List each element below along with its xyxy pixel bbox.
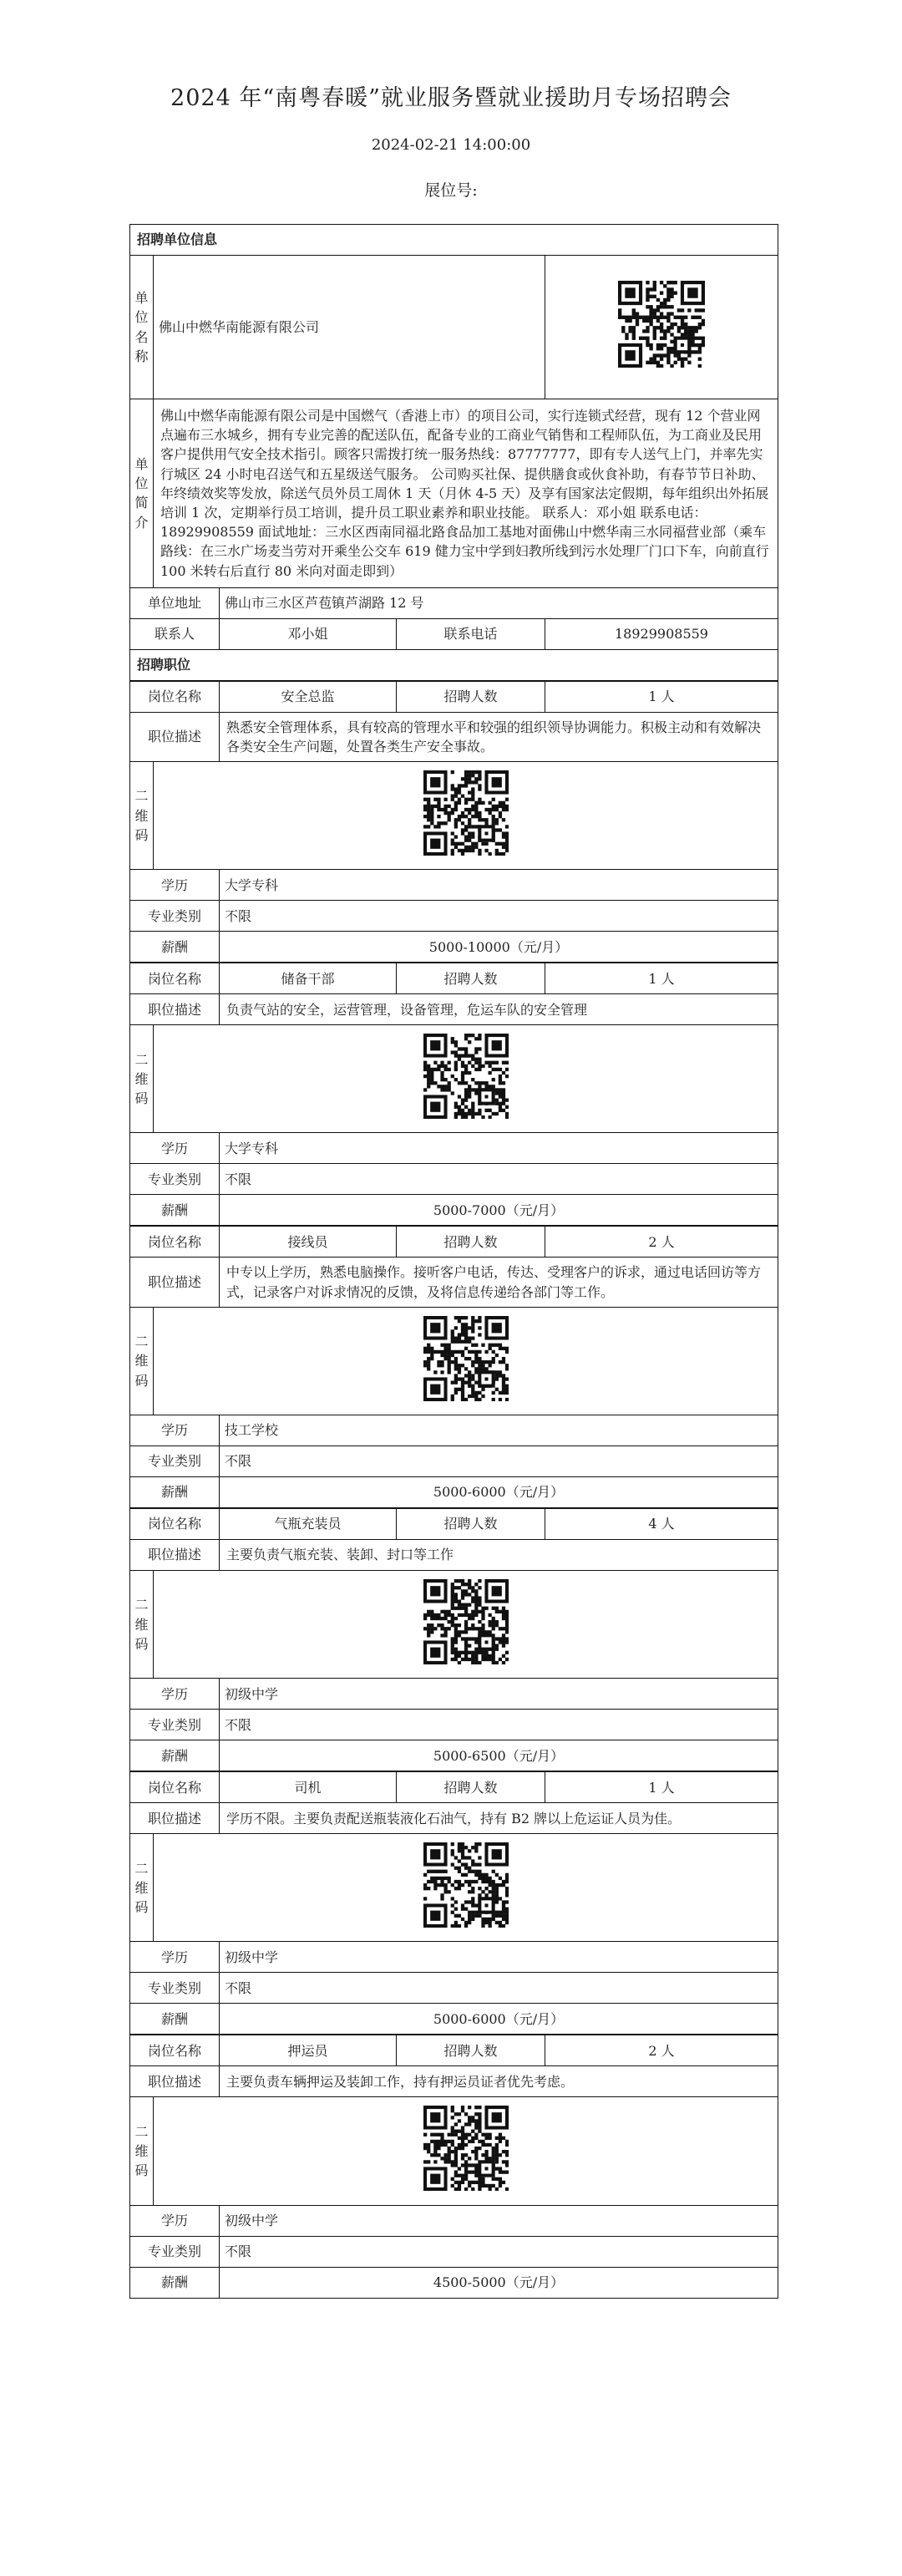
headcount: 2 人 [545, 2035, 778, 2066]
job-title-label: 岗位名称 [130, 963, 220, 994]
job-description: 熟悉安全管理体系，具有较高的管理水平和较强的组织领导协调能力。积极主动和有效解决各类安全生产问题，处置各类生产安全事故。 [220, 712, 778, 761]
salary-label: 薪酬 [130, 2267, 220, 2298]
job-description: 主要负责车辆押运及装卸工作，持有押运员证者优先考虑。 [220, 2066, 778, 2097]
job-title: 司机 [220, 1772, 397, 1803]
job-table [129, 1771, 778, 2035]
employer-table [129, 224, 778, 681]
job-description-label: 职位描述 [130, 1540, 220, 1571]
job-description-label: 职位描述 [130, 994, 220, 1025]
major: 不限 [220, 1446, 778, 1477]
headcount: 1 人 [545, 681, 778, 712]
major: 不限 [220, 2236, 778, 2267]
headcount: 2 人 [545, 1227, 778, 1258]
job-title-label: 岗位名称 [130, 2035, 220, 2066]
qr-label: 二 维 码 [130, 2097, 154, 2205]
page-title: 2024 年“南粤春暖”就业服务暨就业援助月专场招聘会 [170, 85, 732, 111]
job-table [129, 1226, 778, 1508]
job-qr-code [423, 2106, 509, 2196]
major: 不限 [220, 1973, 778, 2004]
job-description: 负责气站的安全，运营管理，设备管理，危运车队的安全管理 [220, 994, 778, 1025]
job-qr-cell [154, 1834, 778, 1942]
job-description-label: 职位描述 [130, 712, 220, 761]
job-title-label: 岗位名称 [130, 1509, 220, 1540]
education: 初级中学 [220, 1679, 778, 1710]
salary: 5000-6000（元/月） [220, 1477, 778, 1508]
job-title: 押运员 [220, 2035, 397, 2066]
job-list [129, 681, 778, 2299]
job-qr-code [423, 1034, 509, 1124]
major-label: 专业类别 [130, 1710, 220, 1740]
positions-section-heading: 招聘职位 [130, 649, 778, 680]
salary: 5000-6500（元/月） [220, 1740, 778, 1771]
unit-intro-text: 佛山中燃华南能源有限公司是中国燃气（香港上市）的项目公司，实行连锁式经营，现有 12 个营业网点遍布三水城乡，拥有专业完善的配送队伍，配备专业的工商业气销售和工程师队伍，为工商业及民用客户提供用气安全技术指引。顾客只需拨打统一服务热线：87777777，即有专人送气上门，并率先实行城区 24 小时电召送气和五星级送气服务。 公司购买社保、提供膳食或伙食补助，有春节节日补助、年终绩效奖等发放，除送气员外员工周休 1 天（月休 4-5 天）及享有国家法定假期，每年组织出外拓展培训 1 次，定期举行员工培训，提升员工职业素养和职业技能。 联系人：邓小姐 联系电话：18929908559 面试地址：三水区西南同福北路食品加工基地对面佛山中燃华南三水同福营业部（乘车路线：在三水广场麦当劳对开乘坐公交车 619 健力宝中学到妇教所线到污水处理厂门口下车，向前直行 100 米转右后直行 80 米向对面走即到） [154, 399, 778, 588]
job-qr-cell [154, 1025, 778, 1133]
headcount-label: 招聘人数 [397, 1509, 545, 1540]
education-label: 学历 [130, 2205, 220, 2236]
job-table [129, 1508, 778, 1771]
job-title: 接线员 [220, 1227, 397, 1258]
education: 初级中学 [220, 1942, 778, 1973]
job-qr-code [423, 1842, 509, 1933]
job-qr-cell [154, 2097, 778, 2205]
major-label: 专业类别 [130, 2236, 220, 2267]
qr-label: 二 维 码 [130, 1025, 154, 1133]
job-description: 学历不限。主要负责配送瓶装液化石油气，持有 B2 牌以上危运证人员为佳。 [220, 1803, 778, 1834]
job-table [129, 2035, 778, 2298]
qr-label: 二 维 码 [130, 762, 154, 870]
job-description-label: 职位描述 [130, 1258, 220, 1307]
job-qr-code [423, 770, 509, 861]
unit-name: 佛山中燃华南能源有限公司 [154, 256, 545, 399]
unit-address: 佛山市三水区芦苞镇芦湖路 12 号 [220, 587, 778, 618]
major-label: 专业类别 [130, 1973, 220, 2004]
headcount-label: 招聘人数 [397, 1227, 545, 1258]
education-label: 学历 [130, 1942, 220, 1973]
salary: 5000-6000（元/月） [220, 2004, 778, 2035]
education-label: 学历 [130, 1679, 220, 1710]
salary-label: 薪酬 [130, 1740, 220, 1771]
job-title-label: 岗位名称 [130, 1227, 220, 1258]
education: 初级中学 [220, 2205, 778, 2236]
job-description: 主要负责气瓶充装、装卸、封口等工作 [220, 1540, 778, 1571]
job-title: 储备干部 [220, 963, 397, 994]
salary-label: 薪酬 [130, 1477, 220, 1508]
headcount-label: 招聘人数 [397, 681, 545, 712]
headcount-label: 招聘人数 [397, 2035, 545, 2066]
major-label: 专业类别 [130, 1446, 220, 1477]
major-label: 专业类别 [130, 1164, 220, 1195]
event-datetime: 2024-02-21 14:00:00 [371, 136, 531, 154]
employer-section-heading: 招聘单位信息 [130, 225, 778, 256]
employer-qr-code [618, 281, 705, 373]
contact-person: 邓小姐 [220, 618, 397, 649]
salary: 5000-10000（元/月） [220, 932, 778, 963]
headcount-label: 招聘人数 [397, 1772, 545, 1803]
headcount: 1 人 [545, 963, 778, 994]
unit-address-label: 单位地址 [130, 587, 220, 618]
unit-intro-label: 单 位 简 介 [130, 399, 154, 588]
salary-label: 薪酬 [130, 1195, 220, 1226]
employer-qr-cell [545, 256, 778, 399]
booth-number-label: 展位号: [424, 181, 478, 200]
education-label: 学历 [130, 1415, 220, 1446]
education: 大学专科 [220, 870, 778, 901]
contact-phone-label: 联系电话 [397, 618, 545, 649]
job-title: 气瓶充装员 [220, 1509, 397, 1540]
headcount-label: 招聘人数 [397, 963, 545, 994]
education: 技工学校 [220, 1415, 778, 1446]
qr-label: 二 维 码 [130, 1834, 154, 1942]
salary: 4500-5000（元/月） [220, 2267, 778, 2298]
salary-label: 薪酬 [130, 932, 220, 963]
headcount: 1 人 [545, 1772, 778, 1803]
job-qr-cell [154, 762, 778, 870]
job-table [129, 681, 778, 963]
headcount: 4 人 [545, 1509, 778, 1540]
job-title-label: 岗位名称 [130, 1772, 220, 1803]
unit-name-label: 单 位 名 称 [130, 256, 154, 399]
salary-label: 薪酬 [130, 2004, 220, 2035]
job-qr-code [423, 1579, 509, 1669]
education-label: 学历 [130, 1133, 220, 1164]
salary: 5000-7000（元/月） [220, 1195, 778, 1226]
job-title: 安全总监 [220, 681, 397, 712]
education-label: 学历 [130, 870, 220, 901]
contact-person-label: 联系人 [130, 618, 220, 649]
job-qr-cell [154, 1307, 778, 1415]
qr-label: 二 维 码 [130, 1571, 154, 1679]
job-description-label: 职位描述 [130, 1803, 220, 1834]
job-table [129, 963, 778, 1226]
major: 不限 [220, 901, 778, 932]
major-label: 专业类别 [130, 901, 220, 932]
education: 大学专科 [220, 1133, 778, 1164]
job-description: 中专以上学历，熟悉电脑操作。接听客户电话，传达、受理客户的诉求，通过电话回访等方式，记录客户对诉求情况的反馈，及将信息传递给各部门等工作。 [220, 1258, 778, 1307]
job-description-label: 职位描述 [130, 2066, 220, 2097]
qr-label: 二 维 码 [130, 1307, 154, 1415]
major: 不限 [220, 1710, 778, 1740]
job-qr-cell [154, 1571, 778, 1679]
major: 不限 [220, 1164, 778, 1195]
contact-phone: 18929908559 [545, 618, 778, 649]
job-qr-code [423, 1316, 509, 1406]
job-fair-document [129, 224, 778, 2299]
job-title-label: 岗位名称 [130, 681, 220, 712]
